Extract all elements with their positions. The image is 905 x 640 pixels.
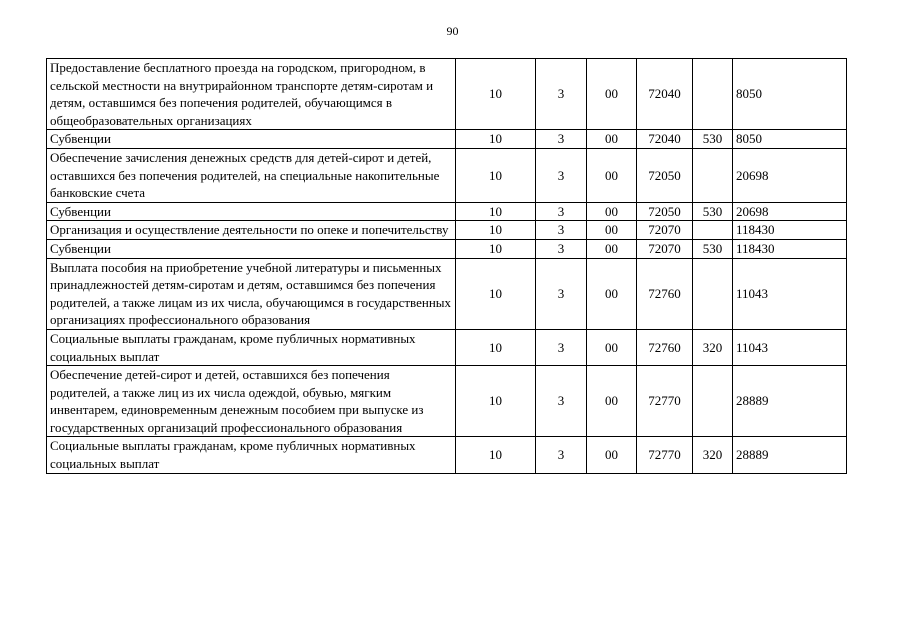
expense-type-cell [693, 366, 733, 437]
amount-cell: 20698 [733, 148, 847, 202]
expense-type-cell [693, 59, 733, 130]
budget-table [46, 58, 847, 474]
row-name-cell: Социальные выплаты гражданам, кроме публичных нормативных социальных выплат [47, 437, 456, 473]
subsection-code-cell: 3 [536, 59, 587, 130]
program-code-cell: 00 [587, 258, 637, 329]
item-code-cell: 72770 [637, 366, 693, 437]
table-row [47, 329, 847, 365]
section-code-cell: 10 [456, 437, 536, 473]
page-number: 90 [446, 24, 459, 38]
row-name-cell: Обеспечение зачисления денежных средств для детей-сирот и детей, оставшихся без попечения родителей, на специальные накопительные банковские счета [47, 148, 456, 202]
expense-type-cell [693, 221, 733, 240]
expense-type-cell: 530 [693, 239, 733, 258]
amount-cell: 28889 [733, 437, 847, 473]
item-code-cell: 72070 [637, 221, 693, 240]
amount-cell: 28889 [733, 366, 847, 437]
subsection-code-cell: 3 [536, 258, 587, 329]
amount-cell: 118430 [733, 239, 847, 258]
expense-type-cell: 530 [693, 202, 733, 221]
program-code-cell: 00 [587, 202, 637, 221]
section-code-cell: 10 [456, 221, 536, 240]
table-row [47, 258, 847, 329]
amount-cell: 11043 [733, 258, 847, 329]
amount-cell: 11043 [733, 329, 847, 365]
expense-type-cell [693, 258, 733, 329]
program-code-cell: 00 [587, 329, 637, 365]
table-row [47, 59, 847, 130]
row-name-cell: Обеспечение детей-сирот и детей, оставшихся без попечения родителей, а также лиц из их числа одеждой, обувью, мягким инвентарем, единовременным денежным пособием при выпуске из государственных организаций профессионального образования [47, 366, 456, 437]
amount-cell: 8050 [733, 59, 847, 130]
subsection-code-cell: 3 [536, 437, 587, 473]
program-code-cell: 00 [587, 221, 637, 240]
amount-cell: 20698 [733, 202, 847, 221]
program-code-cell: 00 [587, 437, 637, 473]
program-code-cell: 00 [587, 59, 637, 130]
row-name-cell: Организация и осуществление деятельности по опеке и попечительству [47, 221, 456, 240]
item-code-cell: 72040 [637, 59, 693, 130]
subsection-code-cell: 3 [536, 239, 587, 258]
table-row [47, 148, 847, 202]
row-name-cell: Выплата пособия на приобретение учебной литературы и письменных принадлежностей детям-сиротам и детям, оставшимся без попечения родителей, а также лицам из их числа, обучающимся в государственных организациях профессионального образования [47, 258, 456, 329]
subsection-code-cell: 3 [536, 366, 587, 437]
section-code-cell: 10 [456, 239, 536, 258]
item-code-cell: 72050 [637, 202, 693, 221]
section-code-cell: 10 [456, 202, 536, 221]
table-row [47, 437, 847, 473]
row-name-cell: Предоставление бесплатного проезда на городском, пригородном, в сельской местности на внутрирайонном транспорте детям-сиротам и детям, оставшимся без попечения родителей, обучающимся в общеобразовательных организациях [47, 59, 456, 130]
subsection-code-cell: 3 [536, 329, 587, 365]
section-code-cell: 10 [456, 329, 536, 365]
table-row [47, 202, 847, 221]
expense-type-cell: 320 [693, 329, 733, 365]
program-code-cell: 00 [587, 239, 637, 258]
program-code-cell: 00 [587, 148, 637, 202]
item-code-cell: 72770 [637, 437, 693, 473]
item-code-cell: 72760 [637, 258, 693, 329]
table-row [47, 130, 847, 149]
section-code-cell: 10 [456, 258, 536, 329]
row-name-cell: Социальные выплаты гражданам, кроме публичных нормативных социальных выплат [47, 329, 456, 365]
amount-cell: 118430 [733, 221, 847, 240]
expense-type-cell: 530 [693, 130, 733, 149]
item-code-cell: 72050 [637, 148, 693, 202]
subsection-code-cell: 3 [536, 202, 587, 221]
item-code-cell: 72040 [637, 130, 693, 149]
amount-cell: 8050 [733, 130, 847, 149]
table-row [47, 239, 847, 258]
row-name-cell: Субвенции [47, 239, 456, 258]
section-code-cell: 10 [456, 130, 536, 149]
section-code-cell: 10 [456, 59, 536, 130]
subsection-code-cell: 3 [536, 130, 587, 149]
table-row [47, 366, 847, 437]
row-name-cell: Субвенции [47, 130, 456, 149]
table-row [47, 221, 847, 240]
section-code-cell: 10 [456, 366, 536, 437]
subsection-code-cell: 3 [536, 148, 587, 202]
expense-type-cell: 320 [693, 437, 733, 473]
row-name-cell: Субвенции [47, 202, 456, 221]
program-code-cell: 00 [587, 130, 637, 149]
expense-type-cell [693, 148, 733, 202]
item-code-cell: 72070 [637, 239, 693, 258]
item-code-cell: 72760 [637, 329, 693, 365]
program-code-cell: 00 [587, 366, 637, 437]
section-code-cell: 10 [456, 148, 536, 202]
subsection-code-cell: 3 [536, 221, 587, 240]
